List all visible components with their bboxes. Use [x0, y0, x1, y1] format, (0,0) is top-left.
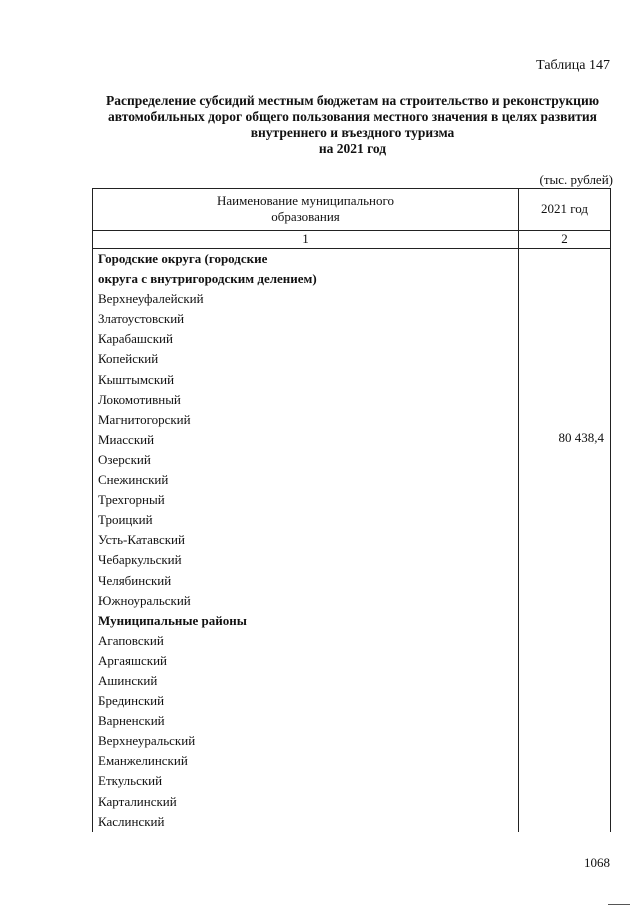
- municipality-name: Локомотивный: [98, 391, 181, 407]
- municipality-name: Миасский: [98, 431, 155, 447]
- municipality-name: Чебаркульский: [98, 552, 182, 568]
- municipality-name: Карабашский: [98, 331, 173, 347]
- document-title: [90, 93, 615, 157]
- header-municipality: [93, 193, 518, 225]
- municipality-name: Аргаяшский: [98, 652, 167, 668]
- municipality-name: Брединский: [98, 693, 165, 709]
- municipality-name: Верхнеуфалейский: [98, 291, 204, 307]
- municipality-name: Озерский: [98, 451, 151, 467]
- municipality-name: Агаповский: [98, 632, 164, 648]
- municipality-name: Южноуральский: [98, 592, 191, 608]
- municipality-name: Ашинский: [98, 672, 158, 688]
- section-heading: Муниципальные районы: [98, 612, 247, 628]
- column-divider: [518, 189, 519, 832]
- municipality-name: Каслинский: [98, 813, 165, 829]
- units-label: (тыс. рублей): [539, 172, 613, 187]
- section-heading: Городские округа (городские: [98, 251, 268, 266]
- table-body: [98, 249, 516, 832]
- section-heading: округа с внутригородским делением): [98, 271, 317, 287]
- municipality-name: Верхнеуральский: [98, 733, 196, 749]
- title-line: на 2021 год: [318, 141, 387, 156]
- municipality-name: Снежинский: [98, 472, 169, 488]
- municipality-name: Златоустовский: [98, 311, 185, 327]
- municipality-name: Троицкий: [98, 512, 153, 528]
- header-municipality-line: образования: [271, 209, 340, 224]
- header-year: 2021 год: [541, 201, 588, 216]
- column-number-2: 2: [561, 231, 568, 246]
- municipality-name: Усть-Катавский: [98, 532, 185, 548]
- column-number-1: 1: [302, 231, 309, 246]
- municipality-name: Варненский: [98, 713, 165, 729]
- header-municipality-line: Наименование муниципального: [216, 193, 395, 208]
- table-header-row: [93, 189, 610, 231]
- column-number-row: [93, 230, 610, 249]
- municipality-name: Кыштымский: [98, 371, 175, 387]
- municipality-name: Еткульский: [98, 773, 163, 789]
- title-line: Распределение субсидий местным бюджетам на строительство и реконструкцию: [105, 93, 600, 108]
- municipality-name: Трехгорный: [98, 492, 165, 508]
- municipality-name: Челябинский: [98, 572, 172, 588]
- title-line: внутреннего и въездного туризма: [250, 125, 455, 140]
- municipality-name: Еманжелинский: [98, 753, 188, 769]
- subsidy-table: [92, 188, 611, 832]
- municipality-name: Копейский: [98, 351, 159, 367]
- subsidy-total-value: 80 438,4: [558, 430, 604, 445]
- table-number: Таблица 147: [536, 58, 610, 73]
- page-number: 1068: [584, 855, 610, 870]
- municipality-name: Карталинский: [98, 793, 177, 809]
- title-line: автомобильных дорог общего пользования местного значения в целях развития: [108, 109, 597, 124]
- municipality-name: Магнитогорский: [98, 411, 191, 427]
